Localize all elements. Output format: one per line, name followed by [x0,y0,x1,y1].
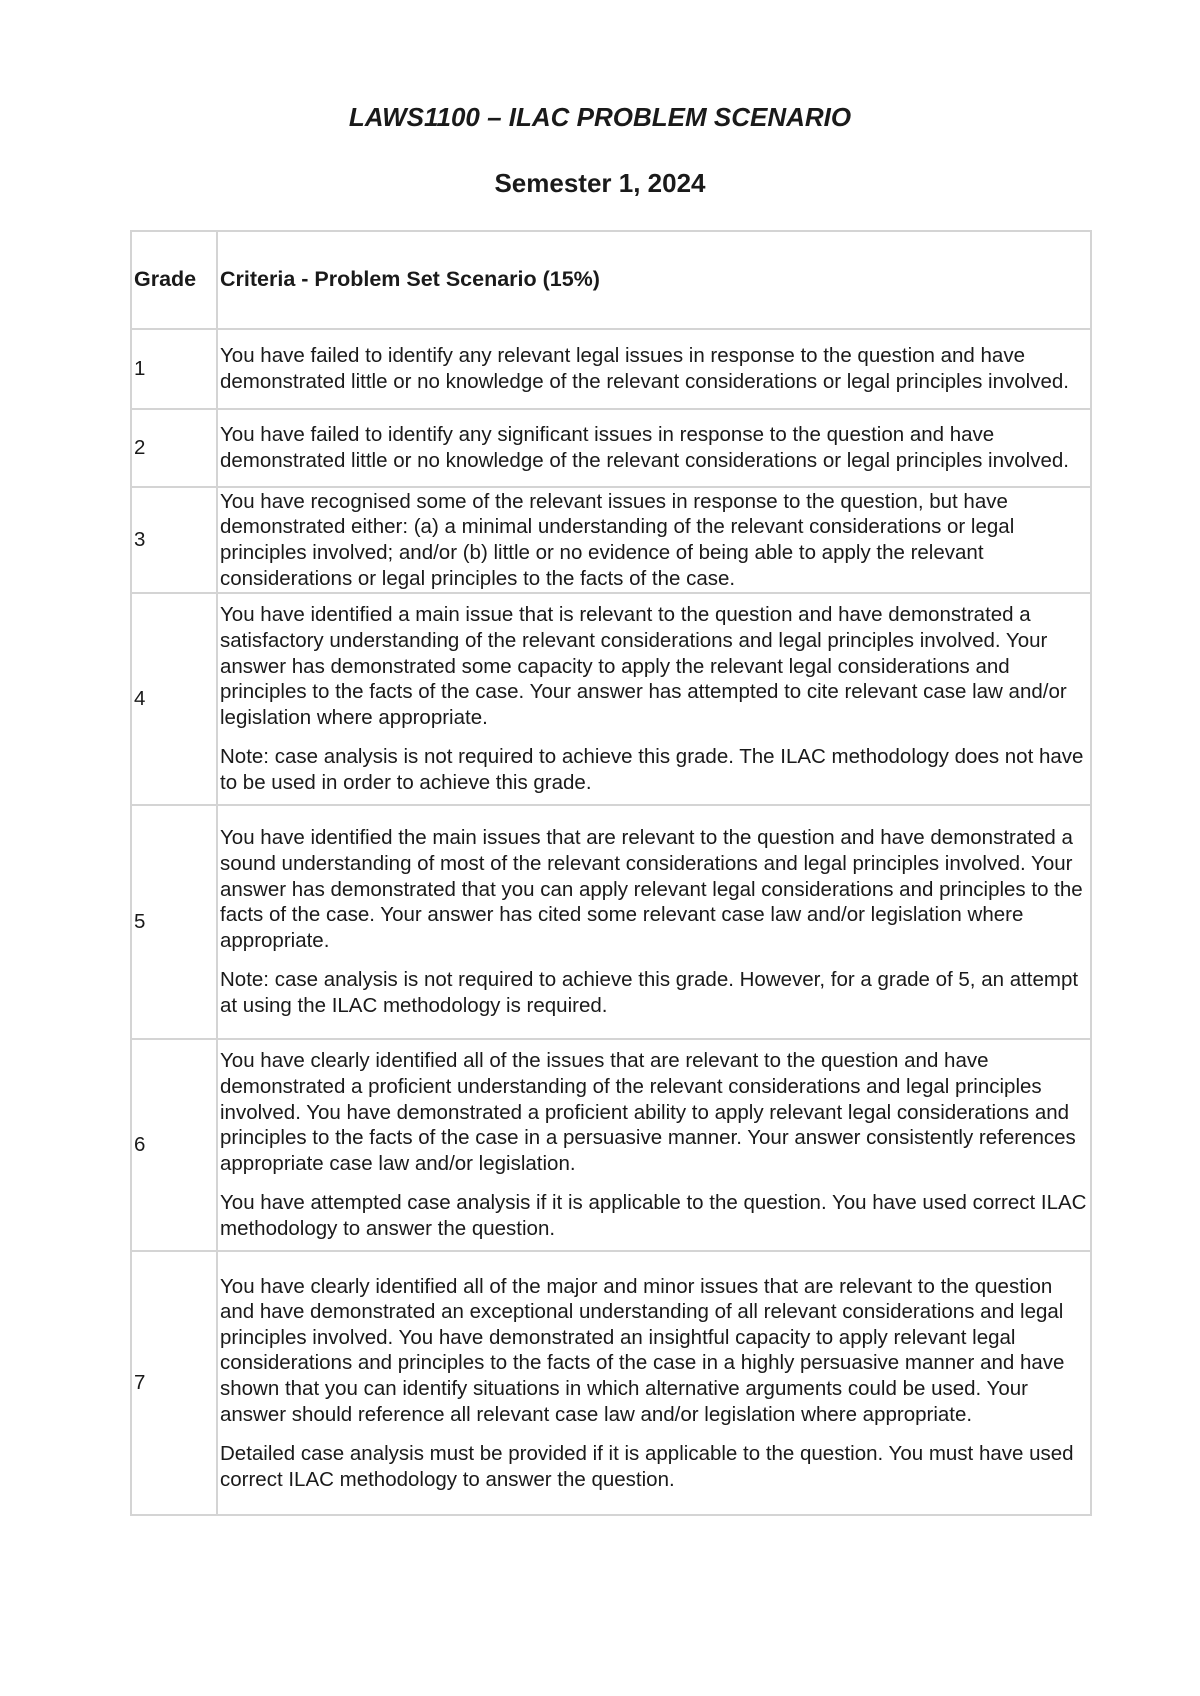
criteria-note: Detailed case analysis must be provided if it is applicable to the question. You must have used correct ILAC methodology to answer the question. [220,1442,1074,1491]
criteria-cell [217,487,1091,593]
grade-cell: 3 [131,487,217,593]
criteria-note: You have attempted case analysis if it is applicable to the question. You have used correct ILAC methodology to answer the question. [220,1191,1087,1240]
document-subtitle: Semester 1, 2024 [494,168,706,198]
grade-cell: 2 [131,409,217,487]
criteria-paragraph: You have failed to identify any significant issues in response to the question and have demonstrated little or no knowledge of the relevant considerations or legal principles involved. [220,423,1069,472]
criteria-paragraph: You have identified the main issues that are relevant to the question and have demonstrated a sound understanding of most of the relevant considerations and legal principles involved. Your answer has demonstrated that you can apply relevant legal considerations and principles to the facts of the case. Your answer has cited some relevant case law and/or legislation where appropriate. [220,826,1083,952]
table-header-row [131,231,1091,329]
grade-cell: 5 [131,805,217,1039]
criteria-column-header: Criteria - Problem Set Scenario (15%) [217,231,1091,329]
criteria-cell [217,593,1091,805]
criteria-cell [217,1251,1091,1515]
criteria-cell [217,329,1091,409]
criteria-paragraph: You have recognised some of the relevant issues in response to the question, but have demonstrated either: (a) a minimal understanding of the relevant considerations or legal principles involved; and/or (b) little or no evidence of being able to apply the relevant considerations or legal principles to the facts of the case. [220,489,1015,590]
criteria-paragraph: You have failed to identify any relevant legal issues in response to the question and have demonstrated little or no knowledge of the relevant considerations or legal principles involved. [220,344,1069,393]
grade-cell: 1 [131,329,217,409]
criteria-paragraph: You have clearly identified all of the issues that are relevant to the question and have demonstrated a proficient understanding of the relevant considerations and legal principles involved. You have demonstrated a proficient ability to apply relevant legal considerations and principles to the facts of the case in a persuasive manner. Your answer consistently references appropriate case law and/or legislation. [220,1049,1076,1175]
grade-cell: 4 [131,593,217,805]
grade-cell: 7 [131,1251,217,1515]
table-row [131,593,1091,805]
document-title: LAWS1100 – ILAC PROBLEM SCENARIO [348,102,852,132]
table-row [131,329,1091,409]
criteria-note: Note: case analysis is not required to achieve this grade. The ILAC methodology does not have to be used in order to achieve this grade. [220,745,1084,794]
criteria-cell [217,1039,1091,1251]
grading-rubric-table [130,230,1092,1516]
criteria-cell [217,409,1091,487]
criteria-paragraph: You have clearly identified all of the major and minor issues that are relevant to the question and have demonstrated an exceptional understanding of all relevant considerations and legal principles involved. You have demonstrated an insightful capacity to apply relevant legal considerations and principles to the facts of the case in a highly persuasive manner and have shown that you can identify situations in which alternative arguments could be used. Your answer should reference all relevant case law and/or legislation where appropriate. [220,1274,1065,1426]
table-row [131,1039,1091,1251]
criteria-note: Note: case analysis is not required to achieve this grade. However, for a grade of 5, an attempt at using the ILAC methodology is required. [220,968,1079,1017]
table-row [131,1251,1091,1515]
grade-column-header: Grade [131,231,217,329]
criteria-cell [217,805,1091,1039]
table-row [131,409,1091,487]
table-row [131,487,1091,593]
grade-cell: 6 [131,1039,217,1251]
table-row [131,805,1091,1039]
criteria-paragraph: You have identified a main issue that is relevant to the question and have demonstrated a satisfactory understanding of the relevant considerations and legal principles involved. Your answer has demonstrated some capacity to apply the relevant legal considerations and principles to the facts of the case. Your answer has attempted to cite relevant case law and/or legislation where appropriate. [220,603,1067,729]
